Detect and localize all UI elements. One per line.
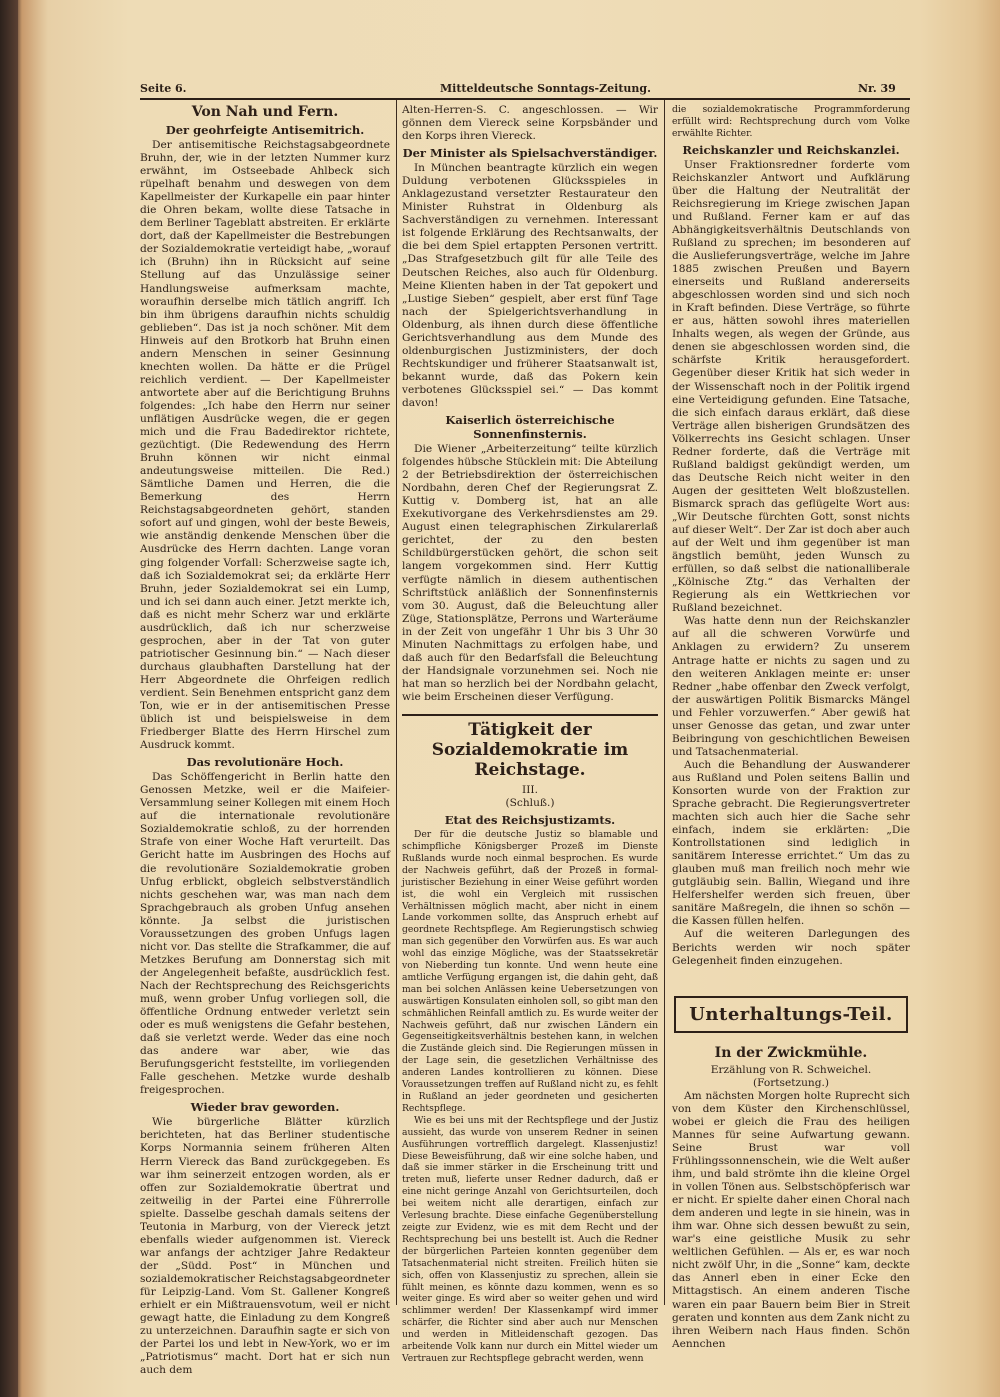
book-binding	[0, 0, 18, 1397]
article-title: Reichskanzler und Reichskanzlei.	[682, 142, 900, 157]
column-rule-2	[664, 100, 665, 1305]
article-paragraph: Auch die Behandlung der Auswanderer aus Rußland und Polen seitens Ballin und Konsorten wurde von der Fraktion zur Sprache gebracht. Die Regierungsvertreter machten sich auch hier die Sache sehr einfach, indem sie erklärten: „Die Kontrollstationen sind lediglich in sanitärem Interesse errichtet.“ Um das zu glauben muß man freilich noch mehr wie gutgläubig sein. Ballin, Wiegand und ihre Helfershelfer werden sich freuen, über sanitäre Maßregeln, die ihnen so schön — die Kassen füllen helfen.	[672, 758, 910, 928]
article-title: Etat des Reichsjustizamts.	[444, 813, 616, 828]
article-paragraph: Der antisemitische Reichstagsabgeordnete Bruhn, der, wie in der letzten Nummer kurz erwähnt, im Ostseebade Ahlbeck sich rüpelhaft benahm und deswegen von dem Kapellmeister der Kurkapelle ein paar hinter die Ohren bekam, wollte diese Tatsache in dem Berliner Tageblatt abstreiten. Er erklärte dort, daß der Kapellmeister die Bestrebungen der Sozialdemokratie verteidigt habe, „worauf ich (Bruhn) ihn in Rücksicht auf seine Stellung auf das Unzulässige seiner Handlungsweise aufmerksam machte, woraufhin derselbe mich tätlich angriff. Ich bin ihm übrigens daraufhin nichts schuldig geblieben“. Das ist ja noch schöner. Mit dem Hinweis auf den Brotkorb hat Bruhn einen andern Menschen in seiner Gesinnung knechten wollen. Da hätte er die Prügel reichlich verdient. — Der Kapellmeister antwortete aber auf die Berichtigung Bruhns folgendes: „Ich habe den Herrn nur seiner unflätigen Ausdrücke wegen, die er gegen mich und die Frau Badedirektor richtete, gezüchtigt. (Die Redewendung des Herrn Bruhn können wir nicht einmal andeutungsweise mitteilen. Die Red.) Sämtliche Damen und Herren, die die Bemerkung des Herrn Reichstagsabgeordneten gehört, standen sofort auf und gingen, wohl der beste Beweis, wie anständig denkende Menschen über die Ausdrücke des Herrn dachten. Lange voran ging folgender Vorfall: Scherzweise sagte ich, daß ich Sozialdemokrat sei; da erklärte Herr Bruhn, jeder Sozialdemokrat sei ein Lump, und ich sei dann auch einer. Jetzt merkte ich, daß es nicht mehr Scherz war und erklärte ausdrücklich, daß ich nur scherzweise gesprochen, aber in der Tat von guter patriotischer Gesinnung bin.“ — Nach dieser durchaus glaubhaften Darstellung hat der Herr Abgeordnete die Ohrfeigen redlich verdient. Sein Benehmen entspricht ganz dem Ton, wie er in der antisemitischen Presse üblich ist und beispielsweise in dem Friedberger Blatte des Herrn Hirschel zum Ausdruck kommt.	[140, 139, 390, 752]
column-rule-1	[396, 100, 397, 1305]
story-author: Erzählung von R. Schweichel.	[710, 1063, 872, 1076]
article-paragraph: die sozialdemokratische Programmforderung erfüllt wird: Rechtsprechung durch vom Volke erwählte Richter.	[672, 104, 910, 139]
feuilleton-banner: Unterhaltungs-Teil.	[674, 996, 908, 1033]
story-continuation: (Fortsetzung.)	[752, 1076, 830, 1089]
divider	[402, 714, 658, 716]
article-paragraph: Die Wiener „Arbeiterzeitung“ teilte kürzlich folgendes hübsche Stücklein mit: Die Abteilung 2 der Betriebsdirektion der österreichischen Nordbahn, deren Chef der Regierungsrat Z. Kuttig v. Domberg ist, hat an alle Exekutivorgane des Verkehrsdienstes am 29. August einen telegraphischen Zirkularerlaß gerichtet, der zu den besten Schildbürgerstücken gehört, die schon seit langem vorgekommen sind. Herr Kuttig verfügte nämlich in diesem authentischen Schriftstück anläßlich der Sonnenfinsternis vom 30. August, daß die Beleuchtung aller Züge, Stationsplätze, Perrons und Warteräume in der Zeit von ungefähr 1 Uhr bis 3 Uhr 30 Minuten Nachmittags zu erfolgen habe, und daß auch für den Bedarfsfall die Beleuchtung der Handsignale vorzunehmen sei. Noch nie hat man so herzlich bei der Nordbahn gelacht, wie beim Erscheinen dieser Verfügung.	[402, 443, 658, 703]
article-title: Der Minister als Spielsachverständiger.	[402, 146, 658, 161]
feature-title: Tätigkeit der Sozialdemokratie im Reichstage.	[431, 719, 629, 780]
column-1	[140, 104, 390, 1377]
header-rule	[140, 98, 910, 100]
page-header	[140, 82, 905, 98]
article-paragraph: In München beantragte kürzlich ein wegen Duldung verbotenen Glücksspieles in Anklagezustand versetzter Restaurateur den Minister Ruhstrat in Oldenburg als Sachverständigen zu vernehmen. Interessant ist folgende Erklärung des Rechtsanwalts, der die bei dem Spiel ertappten Personen vertritt. „Das Strafgesetzbuch gilt für alle Teile des Deutschen Reiches, also auch für Oldenburg. Meine Klienten haben in der Tat gepokert und „Lustige Sieben“ gespielt, aber erst fünf Tage nach der Spielgerichtsverhandlung in Oldenburg, als ihnen durch diese öffentliche Gerichtsverhandlung aus dem Munde des oldenburgischen Justizministers, der doch Rechtskundiger und früherer Staatsanwalt ist, bekannt wurde, daß das Pokern kein verbotenes Glücksspiel sei.“ — Das kommt davon!	[402, 162, 658, 409]
page-label: Seite 6.	[140, 82, 187, 95]
column-3	[672, 104, 910, 1351]
article-paragraph: Wie es bei uns mit der Rechtspflege und der Justiz aussieht, das wurde von unserem Redner in seinen Ausführungen vortrefflich dargelegt. Klassenjustiz! Diese Beweisführung, daß wir eine solche haben, und daß sie immer stärker in die Erscheinung tritt und treten muß, lieferte unser Redner dadurch, daß er eine nicht geringe Anzahl von Gerichtsurteilen, doch bei weitem nicht alle derartigen, einfach zur Verlesung brachte. Diese einfache Gegenüberstellung zeigte zur Evidenz, wie es mit dem Recht und der Rechtsprechung bei uns bestellt ist. Auch die Redner der bürgerlichen Parteien konnten gegenüber dem Tatsachenmaterial nicht streiten. Freilich hüten sie sich, offen von Klassenjustiz zu sprechen, allein sie fühlt meinen, es könnte dazu kommen, wenn es so weiter ginge. Es wird aber so weiter gehen und wird schlimmer werden! Der Klassenkampf wird immer schärfer, die Richter sind aber auch nur Menschen und werden in Mitleidenschaft gezogen. Das arbeitende Volk kann nur durch ein Mittel wieder um Vertrauen zur Rechtspflege gebracht werden, wenn	[402, 1114, 658, 1364]
article-title: Das revolutionäre Hoch.	[186, 755, 344, 770]
article-paragraph: Was hatte denn nun der Reichskanzler auf all die schweren Vorwürfe und Anklagen zu erwidern? Zu unserem Antrage hatte er nichts zu sagen und zu den weiteren Anklagen meinte er: unser Redner „habe offenbar den Zweck verfolgt, der auswärtigen Politik Bismarcks Mängel und Fehler vorzuwerfen.“ Aber gewiß hat unser Genosse das getan, und zwar unter Beibringung von geschichtlichen Beweisen und Tatsachenmaterial.	[672, 615, 910, 758]
feature-subtitle: (Schluß.)	[505, 797, 555, 810]
column-2	[402, 104, 658, 1365]
issue-number: Nr. 39	[858, 82, 896, 95]
article-title: Der geohrfeigte Antisemitrich.	[165, 123, 365, 137]
article-paragraph: Der für die deutsche Justiz so blamable und schimpfliche Königsberger Prozeß im Dienste Rußlands wurde noch einmal besprochen. Es wurde der Nachweis geführt, daß der Prozeß in formal-juristischer Beziehung in einer Weise geführt worden ist, die wohl ein Vergleich mit russischen Verhältnissen möglich macht, aber nicht in einem Lande vorkommen sollte, das Anspruch erhebt auf geordnete Rechtspflege. Am Regierungstisch schwieg man sich gegenüber den Vorwürfen aus. Es war auch wohl das einzige Mögliche, was der Staatssekretär von Nieberding tun konnte. Und wenn heute eine amtliche Verfügung ergangen ist, die dahin geht, daß man bei solchen Anlässen keine Uebersetzungen von auswärtigen Konsulaten einholen soll, so gibt man den schmählichen Reinfall amtlich zu. Es wurde weiter der Nachweis geführt, daß nur zwischen Ländern ein Gegenseitigkeitsverhältnis bestehen kann, in welchen die Zustände gleich sind. Die Regierungen müssen in der Lage sein, die gesetzlichen Verhältnisse des anderen Landes kontrollieren zu können. Diese Voraussetzungen treffen auf Rußland nicht zu, es fehlt in Rußland an jeder geordneten und gesicherten Rechtspflege.	[402, 829, 658, 1114]
article-paragraph: Das Schöffengericht in Berlin hatte den Genossen Metzke, weil er die Maifeier-Versammlung seiner Kollegen mit einem Hoch auf die internationale revolutionäre Sozialdemokratie schloß, zu der horrenden Strafe von einer Woche Haft verurteilt. Das Gericht hatte im Ausbringen des Hochs auf die revolutionäre Sozialdemokratie groben Unfug erblickt, obgleich selbstverständlich nichts geschehen war, was man nach dem Sprachgebrauch als groben Unfug ansehen könnte. Ja selbst die juristischen Voraussetzungen des groben Unfugs lagen nicht vor. Das stellte die Strafkammer, die auf Metzkes Berufung am Donnerstag sich mit der Angelegenheit befaßte, ausdrücklich fest. Nach der Rechtsprechung des Reichsgerichts muß, wenn grober Unfug vorliegen soll, die öffentliche Ordnung entweder verletzt sein oder es muß wenigstens die Gefahr bestehen, daß sie verletzt werde. Weder das eine noch das andere war aber, wie das Berufungsgericht feststellte, im vorliegenden Falle geschehen. Metzke wurde deshalb freigesprochen.	[140, 771, 390, 1097]
article-title: Kaiserlich österreichische Sonnenfinsternis.	[445, 413, 615, 442]
article-title: Wieder brav geworden.	[190, 1100, 340, 1115]
article-paragraph: Auf die weiteren Darlegungen des Berichts werden wir noch später Gelegenheit finden einzugehen.	[672, 928, 910, 967]
article-paragraph: Alten-Herren-S. C. angeschlossen. — Wir gönnen dem Viereck seine Korpsbänder und den Korps ihren Viereck.	[402, 104, 658, 143]
story-title: In der Zwickmühle.	[714, 1044, 868, 1061]
section-title: Von Nah und Fern.	[191, 104, 339, 120]
feature-number: III.	[522, 783, 538, 796]
story-paragraph: Am nächsten Morgen holte Ruprecht sich von dem Küster den Kirchenschlüssel, wobei er gleich die Frau des heiligen Mannes für seine Aufwartung gewann. Seine Brust war voll Frühlingssonnenschein, wie die Welt außer ihm, und bald strömte ihn die kleine Orgel in vollen Tönen aus. Selbstschöpferisch war er nicht. Er spielte daher einen Choral nach dem anderen und legte in sie hinein, was in ihm war. Ohne sich dessen bewußt zu sein, war's eine geistliche Musik zu sehr weltlichen Gefühlen. — Als er, es war noch nicht zwölf Uhr, in die „Sonne“ kam, deckte das Annerl eben in einer Ecke den Mittagstisch. An einem anderen Tische waren ein paar Bauern beim Bier in Streit geraten und konnten aus dem Zank nicht zu ihren Weibern nach Haus finden. Schön Aennchen	[672, 1089, 910, 1350]
article-paragraph: Unser Fraktionsredner forderte vom Reichskanzler Antwort und Aufklärung über die Haltung der Neutralität der Reichsregierung im Kriege zwischen Japan und Rußland. Ferner kam er auf das Abhängigkeitsverhältnis Deutschlands von Rußland zu sprechen; im besonderen auf die Auslieferungsverträge, welche im Jahre 1885 zwischen Preußen und Bayern einerseits und Rußland andererseits abgeschlossen worden sind und sich noch in Kraft befinden. Diese Verträge, so führte er aus, hätten sowohl ihres materiellen Inhalts wegen, als wegen der Gründe, aus denen sie abgeschlossen worden sind, die schärfste Kritik herausgefordert. Gegenüber dieser Kritik hat sich weder in der Wissenschaft noch in der Politik irgend eine Verteidigung gefunden. Eine Tatsache, die sich einfach daraus erklärt, daß diese Verträge allen bisherigen Grundsätzen des Völkerrechts ins Gesicht schlagen. Unser Redner forderte, daß die Verträge mit Rußland baldigst gekündigt werden, um das Deutsche Reich nicht weiter in den Augen der gesitteten Welt bloßzustellen. Bismarck sprach das geflügelte Wort aus: „Wir Deutsche fürchten Gott, sonst nichts auf dieser Welt“. Der Zar ist doch aber auch auf der Welt und ihm gegenüber ist man ängstlich bemüht, jeden Wunsch zu erfüllen, so daß selbst die nationalliberale „Kölnische Ztg.“ das Verhalten der Regierung als ein Wettkriechen vor Rußland bezeichnet.	[672, 158, 910, 615]
article-paragraph: Wie bürgerliche Blätter kürzlich berichteten, hat das Berliner studentische Korps Normannia seinem früheren Alten Herrn Viereck das Band zurückgegeben. Es war ihm seinerzeit entzogen worden, als er offen zur Sozialdemokratie übertrat und zeitweilig in der Partei eine Führerrolle spielte. Dasselbe geschah damals seitens der Teutonia in Marburg, von der Viereck jetzt ebenfalls wieder aufgenommen ist. Viereck war anfangs der achtziger Jahre Redakteur der „Südd. Post“ in München und sozialdemokratischer Reichstagsabgeordneter für Leipzig-Land. Vom St. Gallener Kongreß erhielt er ein Mißtrauensvotum, weil er nicht gewagt hatte, die Einladung zu dem Kongreß zu unterzeichnen. Daraufhin sagte er sich von der Partei los und lebt in New-York, wo er im „Patriotismus“ macht. Dort hat er sich nun auch dem	[140, 1116, 390, 1377]
newspaper-title: Mitteldeutsche Sonntags-Zeitung.	[440, 82, 651, 95]
